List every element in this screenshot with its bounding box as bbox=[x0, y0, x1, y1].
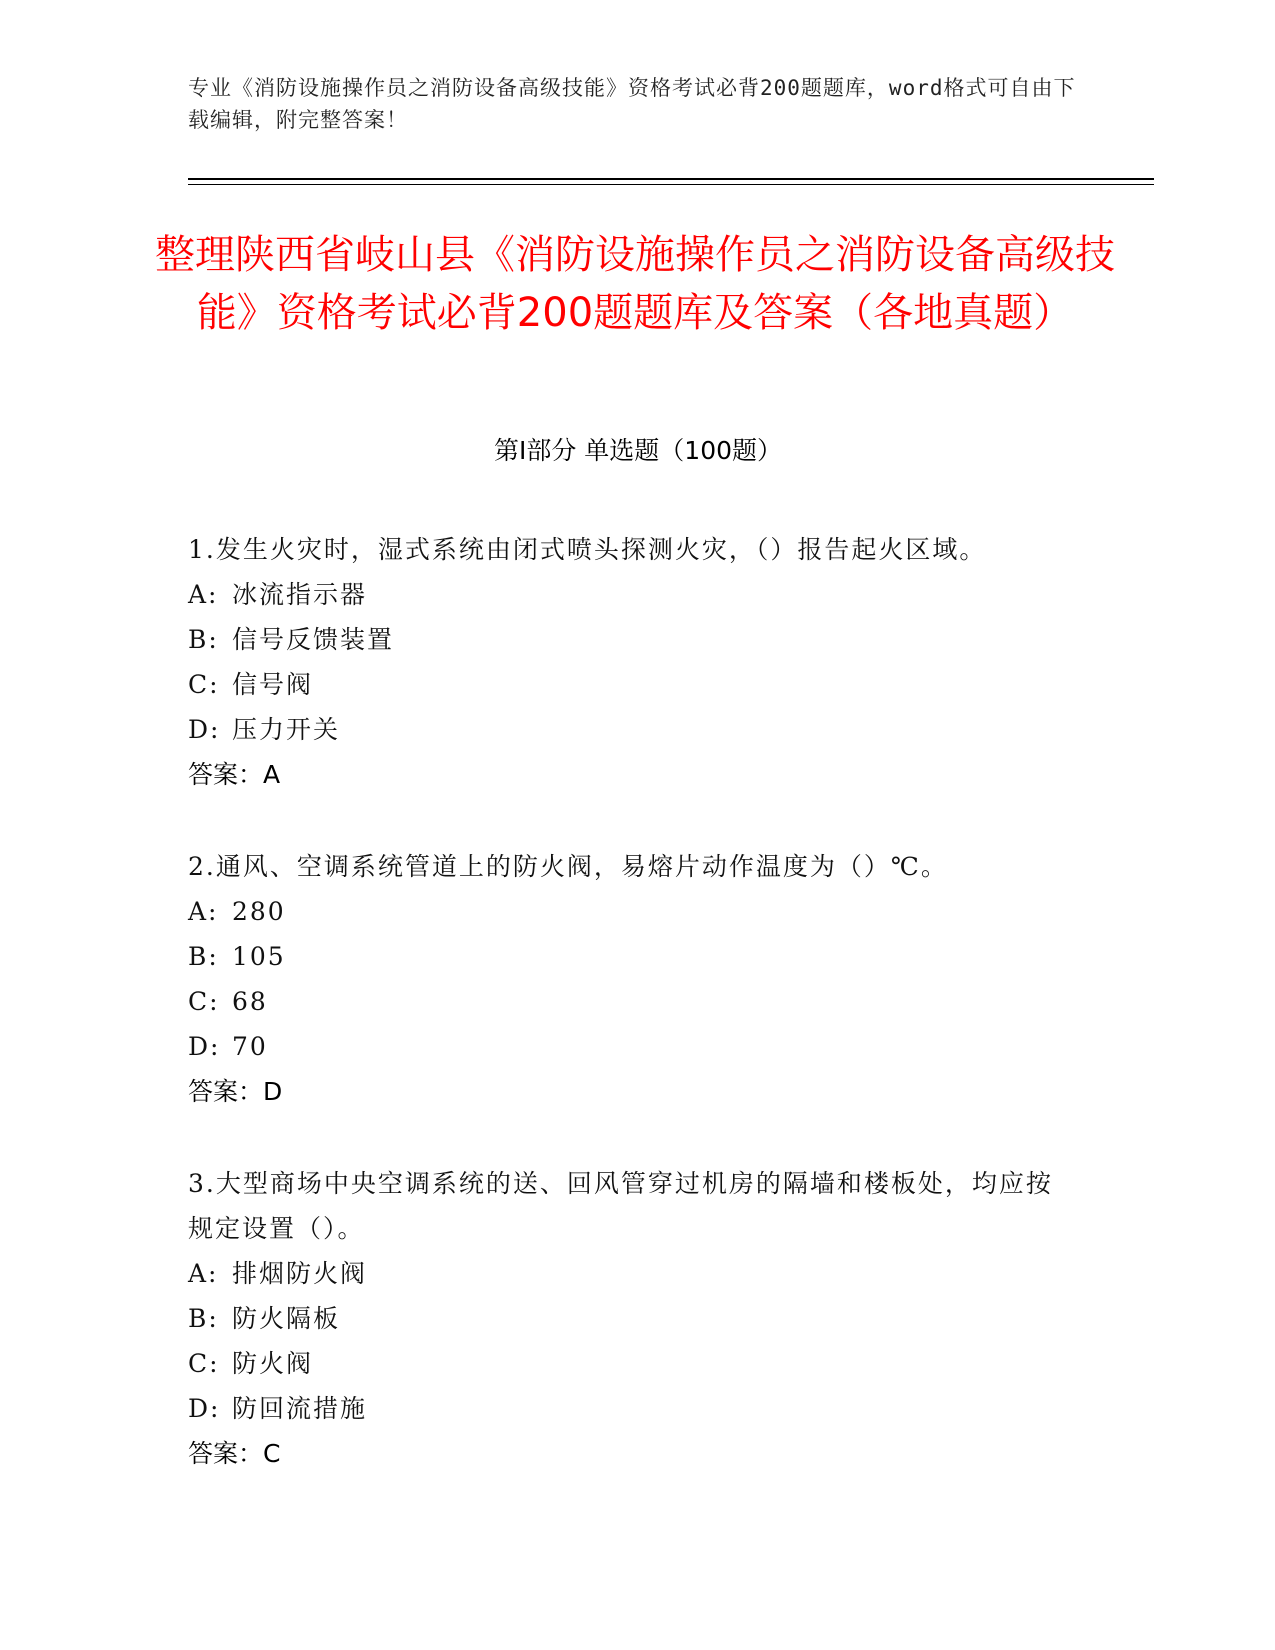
section-heading: 第Ⅰ部分 单选题（100题） bbox=[493, 436, 783, 465]
option-b bbox=[188, 934, 1068, 979]
header-divider-thick bbox=[188, 178, 1154, 180]
option-key: B: bbox=[188, 1304, 219, 1333]
question-stem: 3.大型商场中央空调系统的送、回风管穿过机房的隔墙和楼板处，均应按规定设置（）。 bbox=[188, 1169, 1053, 1243]
header-divider-thin bbox=[188, 184, 1154, 185]
option-key: C: bbox=[188, 670, 220, 699]
option-key: B: bbox=[188, 625, 219, 654]
answer: 答案：C bbox=[188, 1439, 281, 1468]
option-text: 68 bbox=[232, 987, 268, 1016]
option-a bbox=[188, 572, 1068, 617]
option-key: A: bbox=[188, 580, 219, 609]
option-c bbox=[188, 979, 1068, 1024]
header-note: 专业《消防设施操作员之消防设备高级技能》资格考试必背200题题库，word格式可自由下载编辑，附完整答案！ bbox=[188, 76, 1076, 132]
option-text: 防火隔板 bbox=[232, 1304, 341, 1333]
question-2 bbox=[188, 844, 1068, 1114]
option-a bbox=[188, 1251, 1068, 1296]
option-text: 防火阀 bbox=[232, 1349, 314, 1378]
option-c bbox=[188, 1341, 1068, 1386]
question-stem: 2.通风、空调系统管道上的防火阀，易熔片动作温度为（）℃。 bbox=[188, 852, 948, 881]
question-1 bbox=[188, 527, 1068, 797]
option-b bbox=[188, 617, 1068, 662]
question-3 bbox=[188, 1161, 1068, 1476]
option-text: 防回流措施 bbox=[232, 1394, 368, 1423]
option-key: C: bbox=[188, 987, 220, 1016]
option-text: 280 bbox=[232, 897, 286, 926]
option-key: D: bbox=[188, 1394, 221, 1423]
option-text: 排烟防火阀 bbox=[232, 1259, 368, 1288]
option-d bbox=[188, 707, 1068, 752]
option-key: C: bbox=[188, 1349, 220, 1378]
answer: 答案：A bbox=[188, 760, 281, 789]
option-b bbox=[188, 1296, 1068, 1341]
option-c bbox=[188, 662, 1068, 707]
question-stem: 1.发生火灾时，湿式系统由闭式喷头探测火灾，（）报告起火区域。 bbox=[188, 535, 987, 564]
answer: 答案：D bbox=[188, 1077, 283, 1106]
option-d bbox=[188, 1386, 1068, 1431]
option-key: B: bbox=[188, 942, 219, 971]
option-a bbox=[188, 889, 1068, 934]
document-title: 整理陕西省岐山县《消防设施操作员之消防设备高级技能》资格考试必背200题题库及答案（各地真题） bbox=[155, 232, 1115, 336]
option-text: 冰流指示器 bbox=[232, 580, 368, 609]
option-key: D: bbox=[188, 715, 221, 744]
option-text: 压力开关 bbox=[232, 715, 341, 744]
option-text: 信号反馈装置 bbox=[232, 625, 395, 654]
option-d bbox=[188, 1024, 1068, 1069]
question-list bbox=[188, 527, 1068, 1523]
option-key: A: bbox=[188, 1259, 219, 1288]
option-text: 70 bbox=[232, 1032, 268, 1061]
option-text: 105 bbox=[232, 942, 286, 971]
option-key: A: bbox=[188, 897, 219, 926]
option-text: 信号阀 bbox=[232, 670, 314, 699]
option-key: D: bbox=[188, 1032, 221, 1061]
